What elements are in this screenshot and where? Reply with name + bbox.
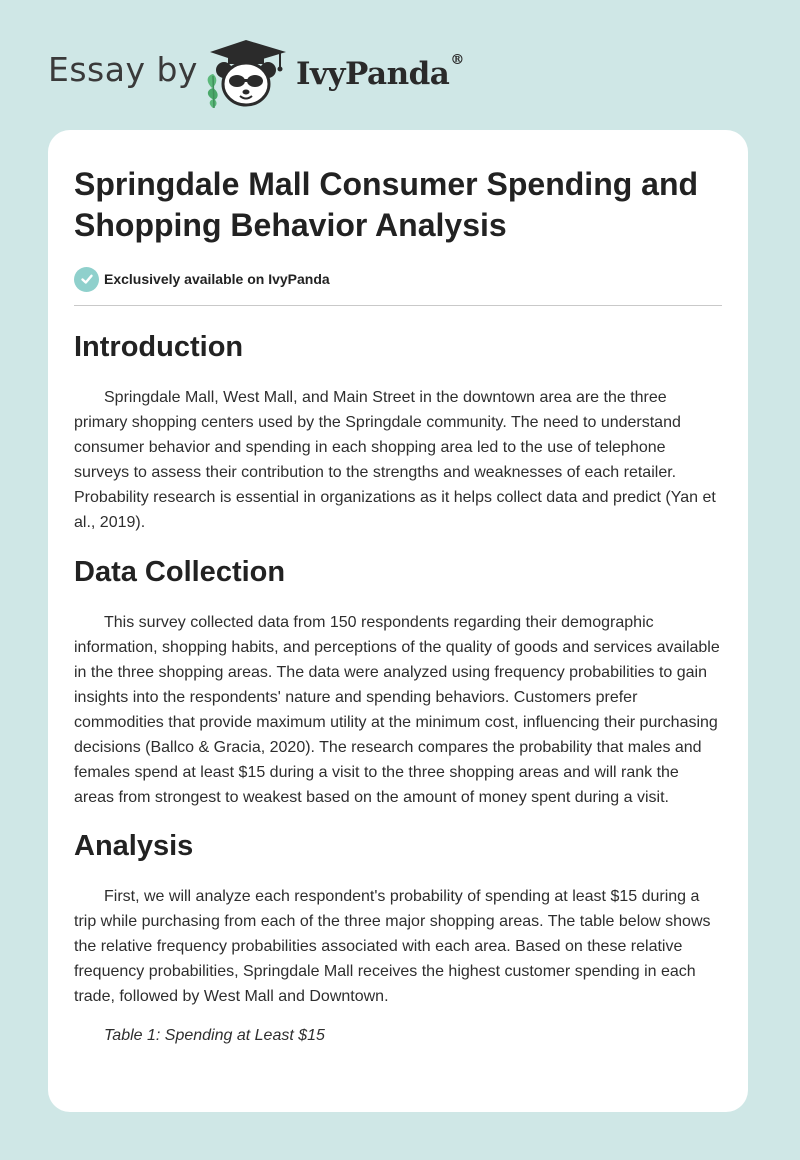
section-paragraph-introduction: Springdale Mall, West Mall, and Main Street in the downtown area are the three primary shopping centers used by the Springdale community. The need to understand consumer behavior and spending in each shopping area led to the use of telephone surveys to assess their contribution to the strengths and weaknesses of each retailer. Probability research is essential in organizations as it helps collect data and predict (Yan et al., 2019). bbox=[74, 389, 716, 531]
essay-card bbox=[48, 130, 748, 1112]
panda-graduate-icon bbox=[200, 38, 296, 110]
check-icon bbox=[74, 267, 99, 292]
site-header bbox=[0, 0, 800, 130]
table-caption: Table 1: Spending at Least $15 bbox=[104, 1027, 325, 1044]
page-title: Springdale Mall Consumer Spending and Shopping Behavior Analysis bbox=[74, 166, 699, 243]
section-heading-introduction: Introduction bbox=[74, 331, 244, 363]
section-paragraph-analysis: First, we will analyze each respondent's probability of spending at least $15 during a trip while purchasing from each of the three major shopping areas. The table below shows the relative frequency probabilities associated with each area. Based on these relative frequency probabilities, Springdale Mall receives the highest customer spending in each trade, followed by West Mall and Downtown. bbox=[74, 888, 711, 1005]
divider bbox=[74, 305, 722, 306]
section-paragraph-data-collection: This survey collected data from 150 respondents regarding their demographic information, shopping habits, and perceptions of the quality of goods and services available in the three shopping areas. The data were analyzed using frequency probabilities to gain insights into the respondents' nature and spending behaviors. Customers prefer commodities that provide maximum utility at the minimum cost, influencing their purchasing decisions (Ballco & Gracia, 2020). The research compares the probability that males and females spend at least $15 during a visit to the three shopping areas and will rank the areas from strongest to weakest based on the amount of money spent during a visit. bbox=[74, 614, 720, 806]
section-heading-data-collection: Data Collection bbox=[74, 556, 286, 588]
essay-by-label: Essay by bbox=[48, 50, 198, 89]
exclusive-badge bbox=[74, 265, 722, 293]
ivypanda-logo-icon[interactable] bbox=[200, 38, 296, 110]
brand-name[interactable] bbox=[296, 52, 464, 92]
registered-mark: ® bbox=[450, 52, 464, 68]
section-heading-analysis: Analysis bbox=[74, 830, 194, 862]
brand-name-text: IvyPanda bbox=[296, 56, 450, 92]
badge-text: Exclusively available on IvyPanda bbox=[104, 271, 330, 287]
